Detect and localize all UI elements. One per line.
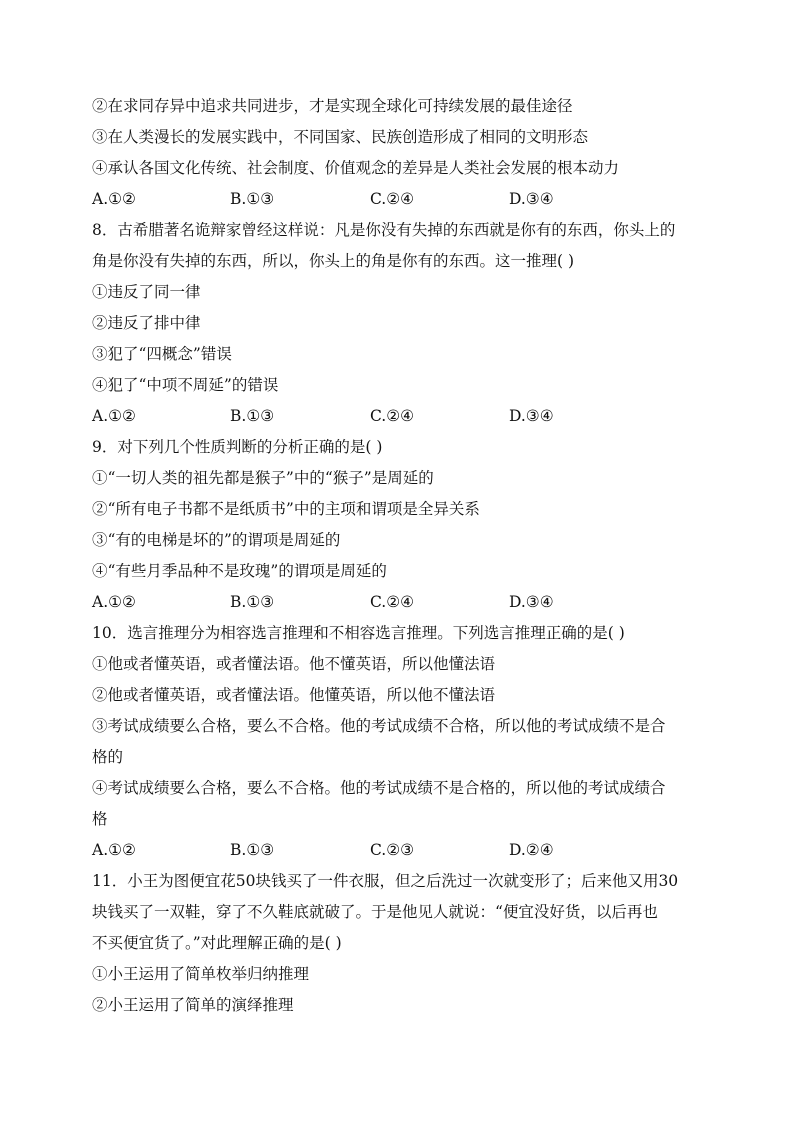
option-d: D.③④ (509, 407, 554, 425)
text-line: ③“有的电梯是坏的”的谓项是周延的 (92, 531, 341, 549)
text-line: 角是你没有失掉的东西，所以，你头上的角是你有的东西。这一推理( ) (92, 252, 575, 270)
text-line: ②“所有电子书都不是纸质书”中的主项和谓项是全异关系 (92, 500, 480, 518)
option-a: A.①② (92, 190, 136, 208)
text-line: 11．小王为图便宜花50块钱买了一件衣服，但之后洗过一次就变形了；后来他又用30 (92, 872, 679, 890)
text-line: ④“有些月季品种不是玫瑰”的谓项是周延的 (92, 562, 387, 580)
option-b: B.①③ (230, 190, 275, 208)
option-b: B.①③ (230, 841, 275, 859)
text-line: 9．对下列几个性质判断的分析正确的是( ) (92, 438, 383, 456)
text-line: ④考试成绩要么合格，要么不合格。他的考试成绩不是合格的，所以他的考试成绩合 (92, 779, 666, 797)
answer-options (92, 184, 704, 215)
option-d: D.②④ (509, 841, 554, 859)
option-b: B.①③ (230, 407, 275, 425)
exam-content (92, 91, 704, 1021)
text-line: ③犯了“四概念”错误 (92, 345, 232, 363)
option-c: C.②④ (370, 593, 415, 611)
answer-options (92, 587, 704, 618)
option-a: A.①② (92, 841, 136, 859)
text-line: ②他或者懂英语，或者懂法语。他懂英语，所以他不懂法语 (92, 686, 496, 704)
text-line: ①小王运用了简单枚举归纳推理 (92, 965, 310, 983)
text-line: ④犯了“中项不周延”的错误 (92, 376, 279, 394)
text-line: ②违反了排中律 (92, 314, 201, 332)
option-c: C.②④ (370, 190, 415, 208)
text-line: ①他或者懂英语，或者懂法语。他不懂英语，所以他懂法语 (92, 655, 496, 673)
text-line: ③考试成绩要么合格，要么不合格。他的考试成绩不合格，所以他的考试成绩不是合 (92, 717, 666, 735)
text-line: 块钱买了一双鞋，穿了不久鞋底就破了。于是他见人就说：“便宜没好货，以后再也 (92, 903, 658, 921)
text-line: ③在人类漫长的发展实践中，不同国家、民族创造形成了相同的文明形态 (92, 128, 589, 146)
text-line: ②在求同存异中追求共同进步，才是实现全球化可持续发展的最佳途径 (92, 97, 573, 115)
text-line: 不买便宜货了。”对此理解正确的是( ) (92, 934, 342, 952)
text-line: 8．古希腊著名诡辩家曾经这样说：凡是你没有失掉的东西就是你有的东西，你头上的 (92, 221, 676, 239)
text-line: ①“一切人类的祖先都是猴子”中的“猴子”是周延的 (92, 469, 434, 487)
text-line: ①违反了同一律 (92, 283, 201, 301)
option-c: C.②④ (370, 407, 415, 425)
option-a: A.①② (92, 407, 136, 425)
option-a: A.①② (92, 593, 136, 611)
text-line: 格 (92, 810, 108, 828)
text-line: 格的 (92, 748, 124, 766)
option-d: D.③④ (509, 593, 554, 611)
answer-options (92, 835, 704, 866)
answer-options (92, 401, 704, 432)
option-b: B.①③ (230, 593, 275, 611)
option-d: D.③④ (509, 190, 554, 208)
text-line: ②小王运用了简单的演绎推理 (92, 996, 294, 1014)
text-line: ④承认各国文化传统、社会制度、价值观念的差异是人类社会发展的根本动力 (92, 159, 620, 177)
option-c: C.②③ (370, 841, 415, 859)
text-line: 10．选言推理分为相容选言推理和不相容选言推理。下列选言推理正确的是( ) (92, 624, 625, 642)
